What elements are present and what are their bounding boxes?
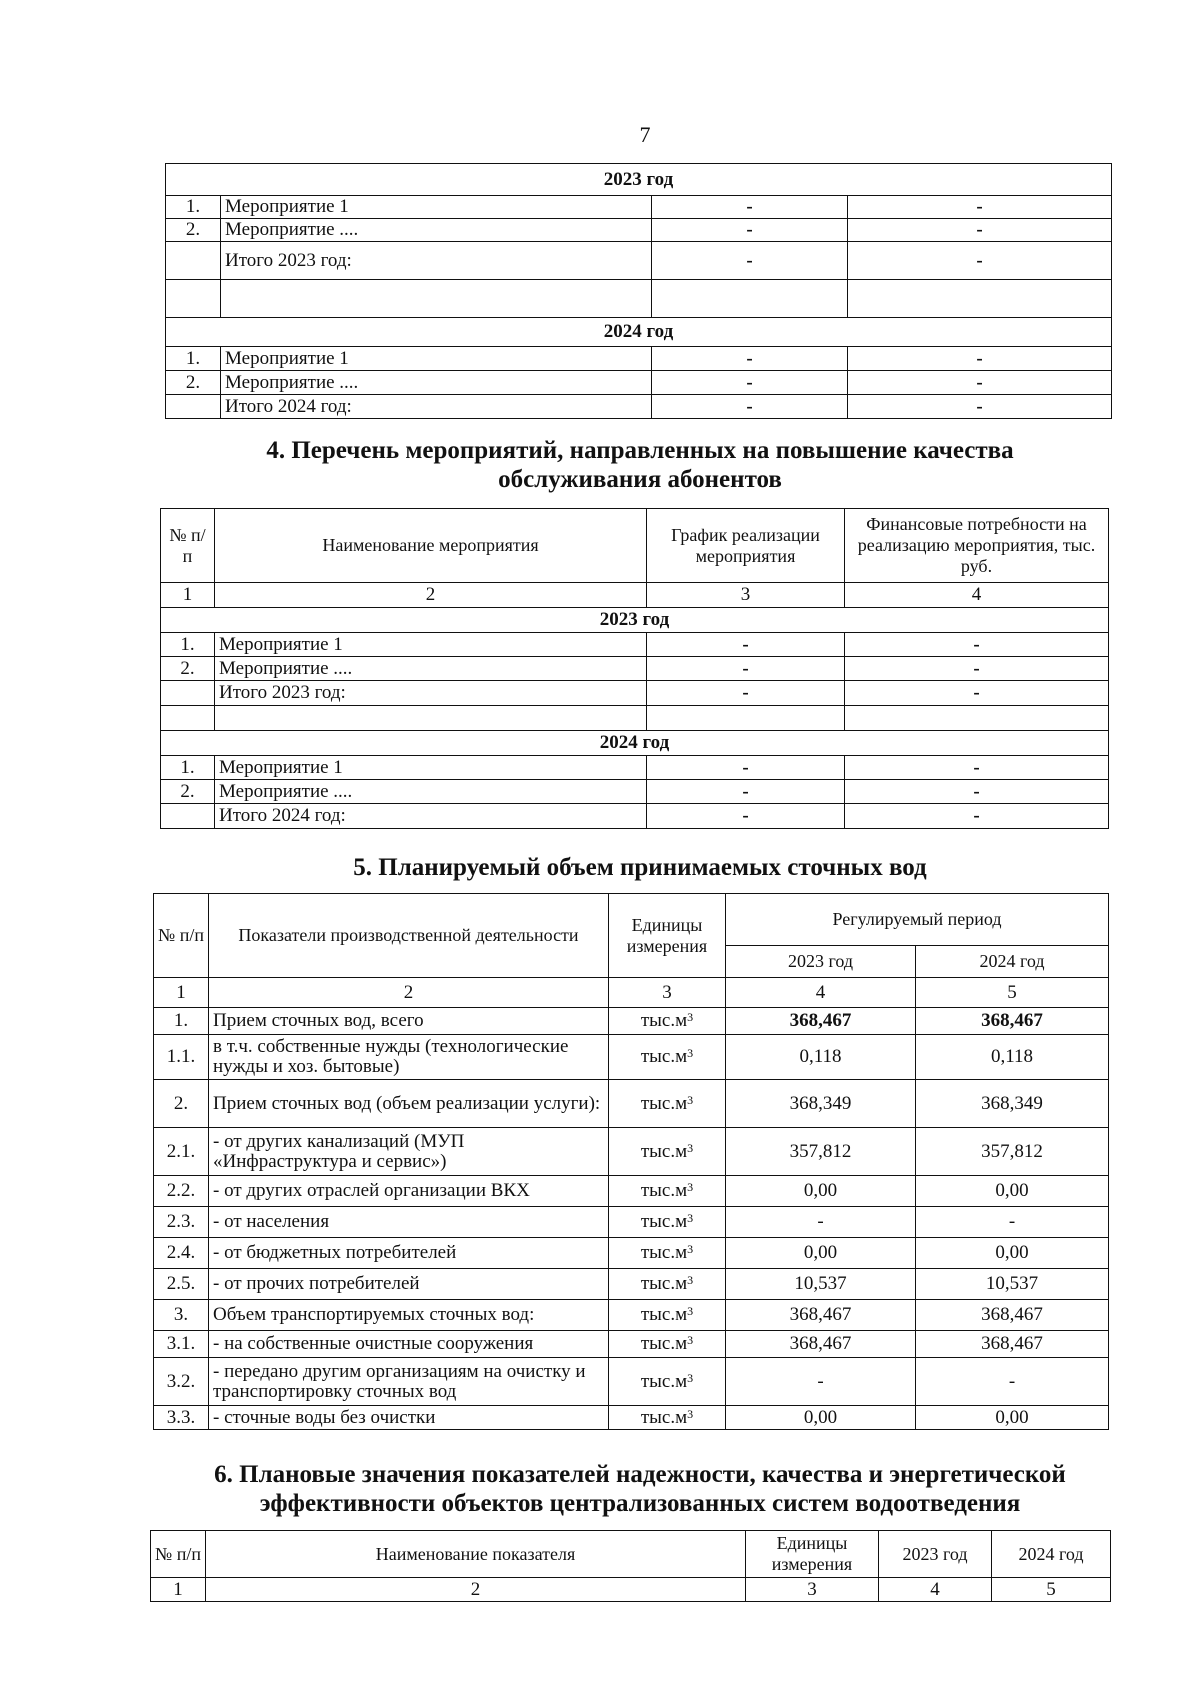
col-number: 4: [845, 583, 1109, 608]
total-label: Итого 2023 год:: [215, 681, 647, 706]
indicator-name: Объем транспортируемых сточных вод:: [209, 1300, 609, 1331]
row-number: 2.: [154, 1080, 209, 1128]
page-number: 7: [639, 122, 651, 147]
activity-name: Мероприятие 1: [221, 347, 652, 371]
table-row: [154, 1176, 1109, 1207]
table-row: [161, 633, 1109, 657]
indicator-name: в т.ч. собственные нужды (технологические нужды и хоз. бытовые): [209, 1035, 609, 1080]
row-number: 1.: [161, 633, 215, 657]
row-number: 1.: [154, 1008, 209, 1035]
header-year-2024: 2024 год: [992, 1531, 1111, 1578]
table-row: [166, 371, 1112, 395]
unit-base: тыс.м: [640, 1046, 688, 1067]
year-2023-row: 2023 год: [161, 608, 1109, 633]
schedule-value: -: [652, 371, 848, 395]
table-row: [166, 196, 1112, 219]
unit-base: тыс.м: [640, 1273, 688, 1294]
row-number: 2.2.: [154, 1176, 209, 1207]
activity-name: Мероприятие ....: [215, 780, 647, 804]
row-number: 3.: [154, 1300, 209, 1331]
indicator-name: - сточные воды без очистки: [209, 1406, 609, 1430]
unit-superscript: 3: [687, 1273, 694, 1287]
header-finance: Финансовые потребности на реализацию мероприятия, тыс. руб.: [845, 509, 1109, 583]
value-2024: 368,467: [916, 1008, 1109, 1035]
row-number: 3.1.: [154, 1331, 209, 1358]
section4-title: 4. Перечень мероприятий, направленных на повышение качества обслуживания абонентов: [266, 437, 1014, 493]
unit-base: тыс.м: [640, 1242, 688, 1263]
value-2024: 357,812: [916, 1128, 1109, 1176]
value-2023: 357,812: [726, 1128, 916, 1176]
value-2024: -: [916, 1358, 1109, 1406]
total-row-2024: [166, 395, 1112, 419]
total-schedule: -: [647, 804, 845, 829]
unit-superscript: 3: [687, 1046, 694, 1060]
unit-superscript: 3: [687, 1211, 694, 1225]
row-number: 3.3.: [154, 1406, 209, 1430]
table-row: [154, 1008, 1109, 1035]
unit-cell: [609, 1176, 726, 1207]
section4-table: [160, 508, 1109, 829]
header-name: Наименование мероприятия: [215, 509, 647, 583]
activity-name: Мероприятие ....: [215, 657, 647, 681]
header-year-2023: 2023 год: [879, 1531, 992, 1578]
row-number: 2.3.: [154, 1207, 209, 1238]
value-2023: 368,467: [726, 1300, 916, 1331]
header-num: № п/п: [154, 894, 209, 978]
value-2024: 10,537: [916, 1269, 1109, 1300]
total-label: Итого 2024 год:: [215, 804, 647, 829]
indicator-name: - от других канализаций (МУП «Инфраструктура и сервис»): [209, 1128, 609, 1176]
col-number: 3: [746, 1578, 879, 1602]
header-name: Наименование показателя: [206, 1531, 746, 1578]
value-2024: 368,467: [916, 1331, 1109, 1358]
activity-name: Мероприятие ....: [221, 371, 652, 395]
row-number: 1.: [161, 756, 215, 780]
section3-table-continuation: [165, 163, 1112, 419]
indicator-name: - от бюджетных потребителей: [209, 1238, 609, 1269]
unit-cell: [609, 1080, 726, 1128]
total-finance: -: [848, 242, 1112, 280]
table-row: [154, 1080, 1109, 1128]
value-2024: -: [916, 1207, 1109, 1238]
unit-superscript: 3: [687, 1180, 694, 1194]
row-number: 3.2.: [154, 1358, 209, 1406]
indicator-name: Прием сточных вод (объем реализации услуги):: [209, 1080, 609, 1128]
indicator-name: - от других отраслей организации ВКХ: [209, 1176, 609, 1207]
indicator-name: - передано другим организациям на очистку и транспортировку сточных вод: [209, 1358, 609, 1406]
value-2024: 368,349: [916, 1080, 1109, 1128]
unit-cell: [609, 1207, 726, 1238]
value-2024: 0,00: [916, 1406, 1109, 1430]
header-num: № п/п: [161, 509, 215, 583]
unit-superscript: 3: [687, 1092, 694, 1107]
unit-cell: [609, 1331, 726, 1358]
header-schedule: График реализации мероприятия: [647, 509, 845, 583]
table-row: [166, 347, 1112, 371]
total-label: Итого 2024 год:: [221, 395, 652, 419]
unit-base: тыс.м: [640, 1180, 688, 1201]
unit-base: тыс.м: [640, 1010, 688, 1031]
finance-value: -: [848, 371, 1112, 395]
unit-base: тыс.м: [640, 1211, 688, 1232]
table-row: [154, 1238, 1109, 1269]
col-number: 2: [209, 978, 609, 1008]
unit-base: тыс.м: [640, 1333, 688, 1354]
unit-cell: [609, 1238, 726, 1269]
unit-cell: [609, 1269, 726, 1300]
total-finance: -: [845, 804, 1109, 829]
indicator-name: - на собственные очистные сооружения: [209, 1331, 609, 1358]
row-number: 1.1.: [154, 1035, 209, 1080]
col-number: 5: [992, 1578, 1111, 1602]
total-finance: -: [845, 681, 1109, 706]
unit-superscript: 3: [687, 1370, 694, 1385]
section6-title: 6. Плановые значения показателей надежности, качества и энергетической эффективности объектов централизованных систем водоотведения: [214, 1461, 1066, 1517]
empty-row: [161, 706, 1109, 731]
finance-value: -: [845, 780, 1109, 804]
finance-value: -: [845, 756, 1109, 780]
table-row: [154, 1128, 1109, 1176]
header-year-2024: 2024 год: [916, 946, 1109, 978]
row-number: 2.1.: [154, 1128, 209, 1176]
unit-base: тыс.м: [640, 1370, 688, 1392]
table-row: [161, 657, 1109, 681]
value-2023: 0,00: [726, 1176, 916, 1207]
total-finance: -: [848, 395, 1112, 419]
finance-value: -: [848, 347, 1112, 371]
col-number: 5: [916, 978, 1109, 1008]
table-row: [154, 1358, 1109, 1406]
finance-value: -: [848, 219, 1112, 242]
unit-cell: [609, 1035, 726, 1080]
value-2023: 0,00: [726, 1238, 916, 1269]
unit-superscript: 3: [687, 1304, 694, 1318]
header-num: № п/п: [151, 1531, 206, 1578]
value-2024: 0,118: [916, 1035, 1109, 1080]
header-unit: Единицы измерения: [609, 894, 726, 978]
table-row: [154, 1207, 1109, 1238]
row-number: 2.: [166, 219, 221, 242]
value-2024: 368,467: [916, 1300, 1109, 1331]
unit-superscript: 3: [687, 1406, 694, 1421]
unit-cell: [609, 1008, 726, 1035]
col-number: 1: [151, 1578, 206, 1602]
value-2024: 0,00: [916, 1238, 1109, 1269]
finance-value: -: [845, 633, 1109, 657]
total-row-2023: [161, 681, 1109, 706]
section5-title: 5. Планируемый объем принимаемых сточных вод: [353, 854, 927, 881]
unit-superscript: 3: [687, 1010, 694, 1024]
activity-name: Мероприятие ....: [221, 219, 652, 242]
col-number: 2: [215, 583, 647, 608]
schedule-value: -: [647, 780, 845, 804]
table-row: [161, 780, 1109, 804]
value-2023: 368,467: [726, 1008, 916, 1035]
schedule-value: -: [652, 347, 848, 371]
unit-superscript: 3: [687, 1140, 694, 1155]
header-indicator: Показатели производственной деятельности: [209, 894, 609, 978]
row-number: 2.5.: [154, 1269, 209, 1300]
table-row: [166, 219, 1112, 242]
table-row: [154, 1269, 1109, 1300]
schedule-value: -: [652, 219, 848, 242]
row-number: 2.4.: [154, 1238, 209, 1269]
col-number: 3: [647, 583, 845, 608]
unit-superscript: 3: [687, 1242, 694, 1256]
row-number: 2.: [161, 657, 215, 681]
activity-name: Мероприятие 1: [215, 756, 647, 780]
table-row: [154, 1331, 1109, 1358]
finance-value: -: [845, 657, 1109, 681]
unit-cell: [609, 1358, 726, 1406]
finance-value: -: [848, 196, 1112, 219]
col-number: 4: [879, 1578, 992, 1602]
table-row: [154, 1406, 1109, 1430]
header-unit: Единицы измерения: [746, 1531, 879, 1578]
indicator-name: Прием сточных вод, всего: [209, 1008, 609, 1035]
table-row: [154, 1300, 1109, 1331]
section5-table: [153, 893, 1109, 1430]
value-2023: 368,467: [726, 1331, 916, 1358]
value-2023: 0,118: [726, 1035, 916, 1080]
col-number: 2: [206, 1578, 746, 1602]
unit-cell: [609, 1406, 726, 1430]
row-number: 2.: [161, 780, 215, 804]
activity-name: Мероприятие 1: [221, 196, 652, 219]
total-label: Итого 2023 год:: [221, 242, 652, 280]
table-row: [154, 1035, 1109, 1080]
value-2024: 0,00: [916, 1176, 1109, 1207]
value-2023: -: [726, 1358, 916, 1406]
col-number: 3: [609, 978, 726, 1008]
activity-name: Мероприятие 1: [215, 633, 647, 657]
row-number: 1.: [166, 196, 221, 219]
total-schedule: -: [647, 681, 845, 706]
year-2023-row: 2023 год: [166, 164, 1112, 196]
unit-base: тыс.м: [640, 1406, 688, 1428]
unit-superscript: 3: [687, 1333, 694, 1347]
indicator-name: - от населения: [209, 1207, 609, 1238]
schedule-value: -: [647, 756, 845, 780]
header-period: Регулируемый период: [726, 894, 1109, 946]
value-2023: 10,537: [726, 1269, 916, 1300]
unit-cell: [609, 1128, 726, 1176]
schedule-value: -: [652, 196, 848, 219]
total-schedule: -: [652, 242, 848, 280]
row-number: 2.: [166, 371, 221, 395]
value-2023: 368,349: [726, 1080, 916, 1128]
col-number: 4: [726, 978, 916, 1008]
year-2024-row: 2024 год: [166, 318, 1112, 347]
col-number: 1: [154, 978, 209, 1008]
col-number: 1: [161, 583, 215, 608]
total-row-2024: [161, 804, 1109, 829]
total-schedule: -: [652, 395, 848, 419]
unit-base: тыс.м: [640, 1304, 688, 1325]
value-2023: 0,00: [726, 1406, 916, 1430]
schedule-value: -: [647, 633, 845, 657]
total-row-2023: [166, 242, 1112, 280]
year-2024-row: 2024 год: [161, 731, 1109, 756]
empty-row: [166, 280, 1112, 318]
header-year-2023: 2023 год: [726, 946, 916, 978]
schedule-value: -: [647, 657, 845, 681]
table-row: [161, 756, 1109, 780]
section6-table: [150, 1530, 1111, 1602]
unit-base: тыс.м: [640, 1140, 688, 1162]
row-number: 1.: [166, 347, 221, 371]
unit-base: тыс.м: [640, 1092, 688, 1114]
unit-cell: [609, 1300, 726, 1331]
value-2023: -: [726, 1207, 916, 1238]
indicator-name: - от прочих потребителей: [209, 1269, 609, 1300]
